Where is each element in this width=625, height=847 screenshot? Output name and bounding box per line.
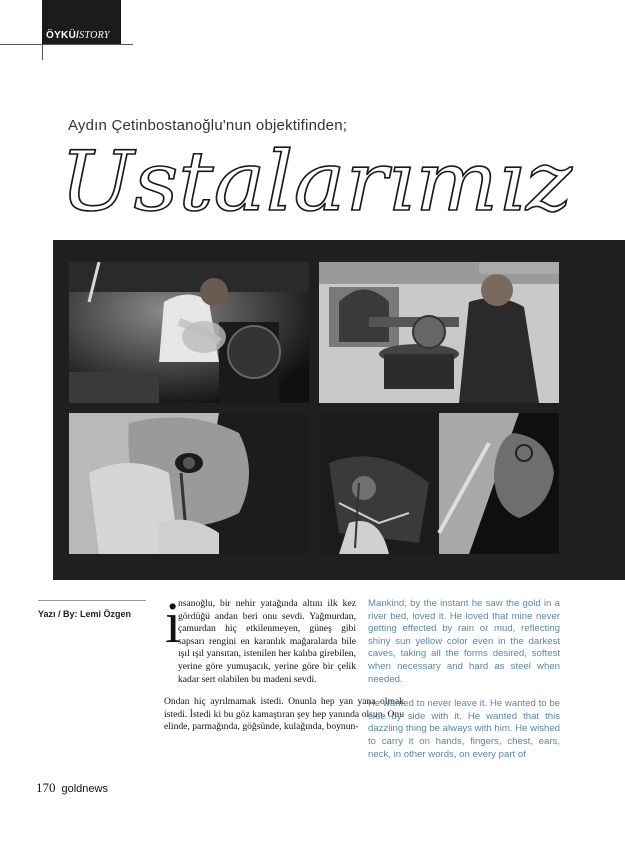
section-label-tr: ÖYKÜ/ bbox=[46, 30, 80, 41]
magazine-name: goldnews bbox=[61, 783, 108, 795]
byline: Yazı / By: Lemi Özgen bbox=[38, 609, 132, 619]
photo-jeweler-with-loupe bbox=[69, 413, 309, 554]
page-footer bbox=[36, 780, 108, 796]
drop-cap: i bbox=[165, 590, 182, 655]
header-rule bbox=[0, 44, 133, 45]
byline-rule bbox=[38, 600, 146, 601]
article-title bbox=[58, 136, 578, 226]
photo-craftsman-at-machine bbox=[319, 262, 559, 403]
photo-band bbox=[53, 240, 625, 580]
section-label bbox=[46, 30, 110, 41]
section-label-en: STORY bbox=[79, 30, 110, 41]
photo-jeweler-with-tweezers bbox=[319, 413, 559, 554]
header-rule-vertical bbox=[42, 44, 43, 60]
section-tab bbox=[42, 0, 121, 44]
article-tr-paragraph-2: Ondan hiç ayrılmamak istedi. Onunla hep yan yana olmak istedi. İstedi ki bu göz kamaştıran şey hep yanında olsun. Onu elinde, parmağında, göğsünde, kulağında, boynun- bbox=[164, 696, 404, 733]
article-en-paragraph-1: Mankind, by the instant he saw the gold in a river bed, loved it. He loved that mine never getting effected by rain or mud, reflecting shiny sun yellow color even in the darkest caves, taking all the forms desired, softest when necessary and hard as steel when needed. bbox=[368, 598, 560, 685]
article-column-turkish bbox=[164, 598, 404, 847]
article-subtitle: Aydın Çetinbostanoğlu'nun objektifinden; bbox=[68, 117, 348, 134]
article-column-english bbox=[368, 598, 560, 773]
page-number: 170 bbox=[36, 780, 56, 795]
photo-craftsman-polishing bbox=[69, 262, 309, 403]
article-en-paragraph-2: He wanted to never leave it. He wanted to be side by side with it. He wanted that this dazzling thing be always with him. He wished to carry it on hands, fingers, chest, ears, neck, in other words, on every part of bbox=[368, 698, 560, 760]
article-title-text: Ustalarımız bbox=[60, 136, 573, 226]
article-tr-paragraph-1: nsanoğlu, bir nehir yatağında altını ilk kez gördüğü andan beri onu sevdi. Yağmurdan, çamurdan hiç etkilenmeyen, güneş gibi sapsarı rengini en karanlık mağaralarda bile ışıl ışıl yansıtan, istenilen her kalıba girebilen, yerine göre yumuşacık, yerine göre bir çelik kadar sert olabilen bu madeni sevdi. bbox=[178, 598, 356, 685]
